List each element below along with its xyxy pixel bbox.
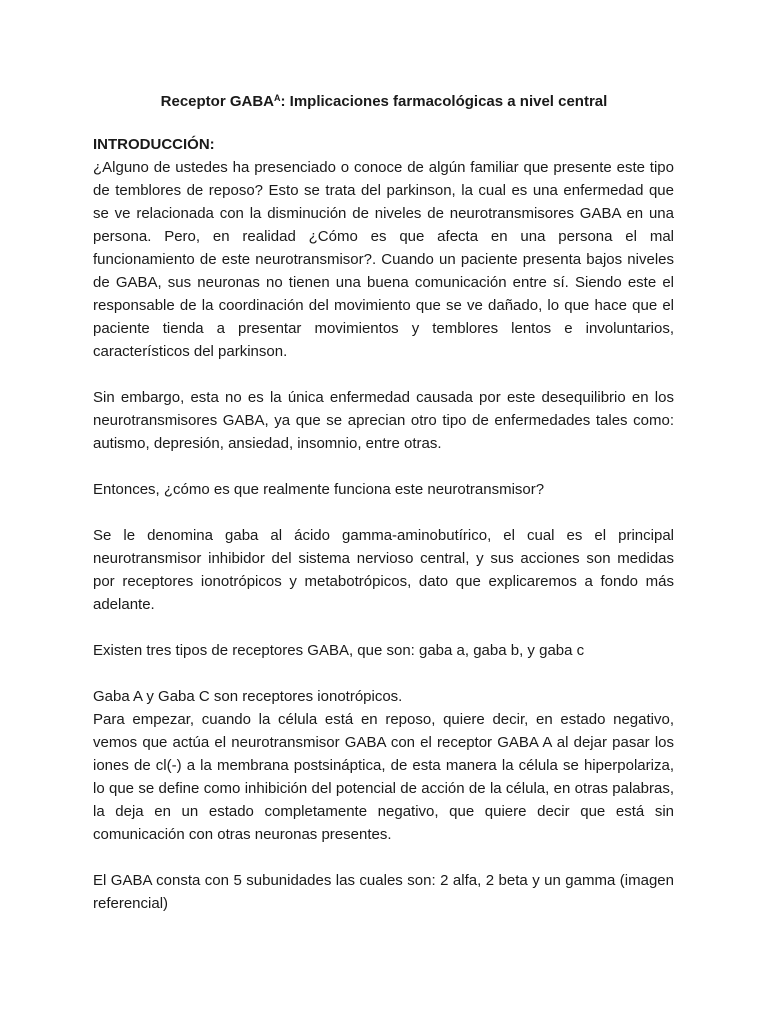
paragraph-intro: ¿Alguno de ustedes ha presenciado o conoce de algún familiar que presente este tipo de temblores de reposo? Esto se trata del parkinson, la cual es una enfermedad que se ve relacionada con la disminución de niveles de neurotransmisores GABA en una persona. Pero, en realidad ¿Cómo es que afecta en una persona el mal funcionamiento de este neurotransmisor?. Cuando un paciente presenta bajos niveles de GABA, sus neuronas no tienen una buena comunicación entre sí. Siendo este el responsable de la coordinación del movimiento que se ve dañado, lo que hace que el paciente tienda a presentar movimientos y temblores lentos e involuntarios, característicos del parkinson.: [93, 159, 674, 360]
paragraph-types: Existen tres tipos de receptores GABA, que son: gaba a, gaba b, y gaba c: [93, 642, 585, 659]
paragraph-mechanism: Para empezar, cuando la célula está en reposo, quiere decir, en estado negativo, vemos que actúa el neurotransmisor GABA con el receptor GABA A al dejar pasar los iones de cl(-) a la membrana postsináptica, de esta manera la célula se hiperpolariza, lo que se define como inhibición del potencial de acción de la célula, en otras palabras, la deja en un estado completamente negativo, que quiere decir que está sin comunicación con otras neuronas presentes.: [93, 711, 674, 843]
section-heading: INTRODUCCIÓN:: [93, 136, 215, 153]
paragraph-ionotropic: Gaba A y Gaba C son receptores ionotrópicos.: [93, 688, 403, 705]
paragraph-subunits: El GABA consta con 5 subunidades las cuales son: 2 alfa, 2 beta y un gamma (imagen referencial): [93, 872, 674, 912]
title-main: Receptor GABA: [160, 93, 275, 110]
title-rest: : Implicaciones farmacológicas a nivel central: [280, 93, 608, 110]
title-superscript: A: [274, 93, 281, 103]
paragraph-question: Entonces, ¿cómo es que realmente funciona este neurotransmisor?: [93, 481, 545, 498]
paragraph-diseases: Sin embargo, esta no es la única enfermedad causada por este desequilibrio en los neurotransmisores GABA, ya que se aprecian otro tipo de enfermedades tales como: autismo, depresión, ansiedad, insomnio, entre otras.: [93, 389, 674, 452]
paragraph-definition: Se le denomina gaba al ácido gamma-aminobutírico, el cual es el principal neurotransmisor inhibidor del sistema nervioso central, y sus acciones son medidas por receptores ionotrópicos y metabotrópicos, dato que explicaremos a fondo más adelante.: [93, 527, 674, 613]
document-body: [93, 133, 674, 915]
document-title: [0, 88, 768, 112]
